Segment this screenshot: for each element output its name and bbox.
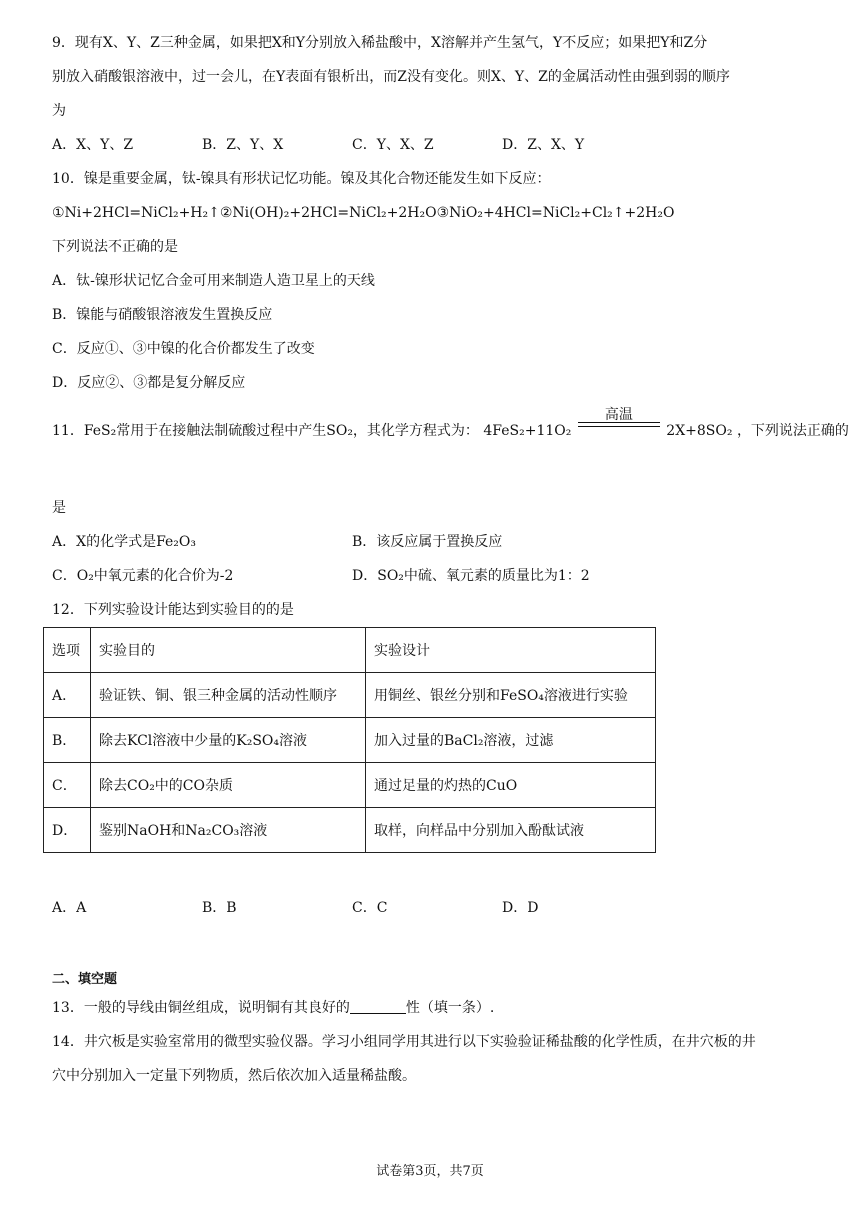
q9-option-c[interactable]: C．Y、X、Z xyxy=(352,137,434,153)
q11-option-a[interactable]: A．X的化学式是Fe₂O₃ xyxy=(52,534,197,550)
q9-line2: 别放入硝酸银溶液中，过一会儿，在Y表面有银析出，而Z没有变化。则X、Y、Z的金属活动性由强到弱的顺序 xyxy=(52,69,730,85)
table-cell: 取样，向样品中分别加入酚酞试液 xyxy=(366,808,656,853)
table-row xyxy=(44,718,656,763)
q11-option-b[interactable]: B．该反应属于置换反应 xyxy=(352,534,503,550)
table-row xyxy=(44,763,656,808)
q9-line3: 为 xyxy=(52,103,66,119)
table-row xyxy=(44,673,656,718)
table-header-row xyxy=(44,628,656,673)
q10-reactions: ①Ni+2HCl=NiCl₂+H₂↑②Ni(OH)₂+2HCl=NiCl₂+2H₂O③NiO₂+4HCl=NiCl₂+Cl₂↑+2H₂O xyxy=(52,205,675,221)
q11-line2: 是 xyxy=(52,500,66,516)
q10-option-d[interactable]: D．反应②、③都是复分解反应 xyxy=(52,375,246,391)
q14-line2: 穴中分别加入一定量下列物质，然后依次加入适量稀盐酸。 xyxy=(52,1068,416,1084)
q13 xyxy=(52,998,494,1018)
q13-text-after: 性（填一条）. xyxy=(405,1000,495,1016)
table-cell: B． xyxy=(44,718,91,763)
table-cell: 通过足量的灼热的CuO xyxy=(366,763,656,808)
q11-equation-left: 4FeS₂+11O₂ xyxy=(483,423,572,439)
q12-option-b[interactable]: B．B xyxy=(202,900,237,916)
q10-option-a[interactable]: A．钛-镍形状记忆合金可用来制造人造卫星上的天线 xyxy=(52,273,375,289)
q9-option-a[interactable]: A．X、Y、Z xyxy=(52,137,134,153)
table-cell: 除去CO₂中的CO杂质 xyxy=(91,763,366,808)
q13-answer-blank[interactable] xyxy=(350,999,406,1014)
table-cell: D． xyxy=(44,808,91,853)
q12-option-c[interactable]: C．C xyxy=(352,900,388,916)
q11-stem-before: 11．FeS₂常用于在接触法制硫酸过程中产生SO₂，其化学方程式为： xyxy=(52,423,479,439)
equals-bars xyxy=(578,422,660,427)
q11-option-d[interactable]: D．SO₂中硫、氧元素的质量比为1：2 xyxy=(352,568,590,584)
q10-prompt: 下列说法不正确的是 xyxy=(52,239,178,255)
q9-option-b[interactable]: B．Z、Y、X xyxy=(202,137,284,153)
section-heading: 二、填空题 xyxy=(52,972,118,987)
q12-stem: 12．下列实验设计能达到实验目的的是 xyxy=(52,602,294,618)
q11-options-row1 xyxy=(52,532,502,552)
experiment-table xyxy=(43,627,656,853)
q11-options-row2 xyxy=(52,566,590,586)
table-cell: C． xyxy=(44,763,91,808)
table-header-option: 选项 xyxy=(44,628,91,673)
q12-option-a[interactable]: A．A xyxy=(52,900,87,916)
q12-option-d[interactable]: D．D xyxy=(502,900,539,916)
q12-options xyxy=(52,898,538,918)
q9-line1: 9．现有X、Y、Z三种金属，如果把X和Y分别放入稀盐酸中，X溶解并产生氢气，Y不反应；如果把Y和Z分 xyxy=(52,35,708,51)
q11-stem-after: ，下列说法正确的 xyxy=(736,423,849,439)
q9-option-d[interactable]: D．Z、X、Y xyxy=(502,137,585,153)
q10-option-b[interactable]: B．镍能与硝酸银溶液发生置换反应 xyxy=(52,307,273,323)
table-cell: 除去KCl溶液中少量的K₂SO₄溶液 xyxy=(91,718,366,763)
q11-option-c[interactable]: C．O₂中氧元素的化合价为-2 xyxy=(52,568,234,584)
table-row xyxy=(44,808,656,853)
q11-equation-right: 2X+8SO₂ xyxy=(666,423,733,439)
q14-line1: 14．井穴板是实验室常用的微型实验仪器。学习小组同学用其进行以下实验验证稀盐酸的化学性质，在井穴板的井 xyxy=(52,1034,756,1050)
table-cell: A． xyxy=(44,673,91,718)
table-cell: 验证铁、铜、银三种金属的活动性顺序 xyxy=(91,673,366,718)
reaction-condition-label: 高温 xyxy=(604,407,633,423)
table-header-design: 实验设计 xyxy=(366,628,656,673)
page-footer: 试卷第3页，共7页 xyxy=(376,1164,484,1179)
q11-stem xyxy=(52,407,849,441)
table-cell: 用铜丝、银丝分别和FeSO₄溶液进行实验 xyxy=(366,673,656,718)
q13-text-before: 13．一般的导线由铜丝组成，说明铜有其良好的 xyxy=(52,1000,350,1016)
q10-option-c[interactable]: C．反应①、③中镍的化合价都发生了改变 xyxy=(52,341,315,357)
q10-stem: 10．镍是重要金属，钛-镍具有形状记忆功能。镍及其化合物还能发生如下反应： xyxy=(52,171,551,187)
table-header-purpose: 实验目的 xyxy=(91,628,366,673)
table-cell: 鉴别NaOH和Na₂CO₃溶液 xyxy=(91,808,366,853)
q9-options xyxy=(52,135,584,155)
table-cell: 加入过量的BaCl₂溶液，过滤 xyxy=(366,718,656,763)
